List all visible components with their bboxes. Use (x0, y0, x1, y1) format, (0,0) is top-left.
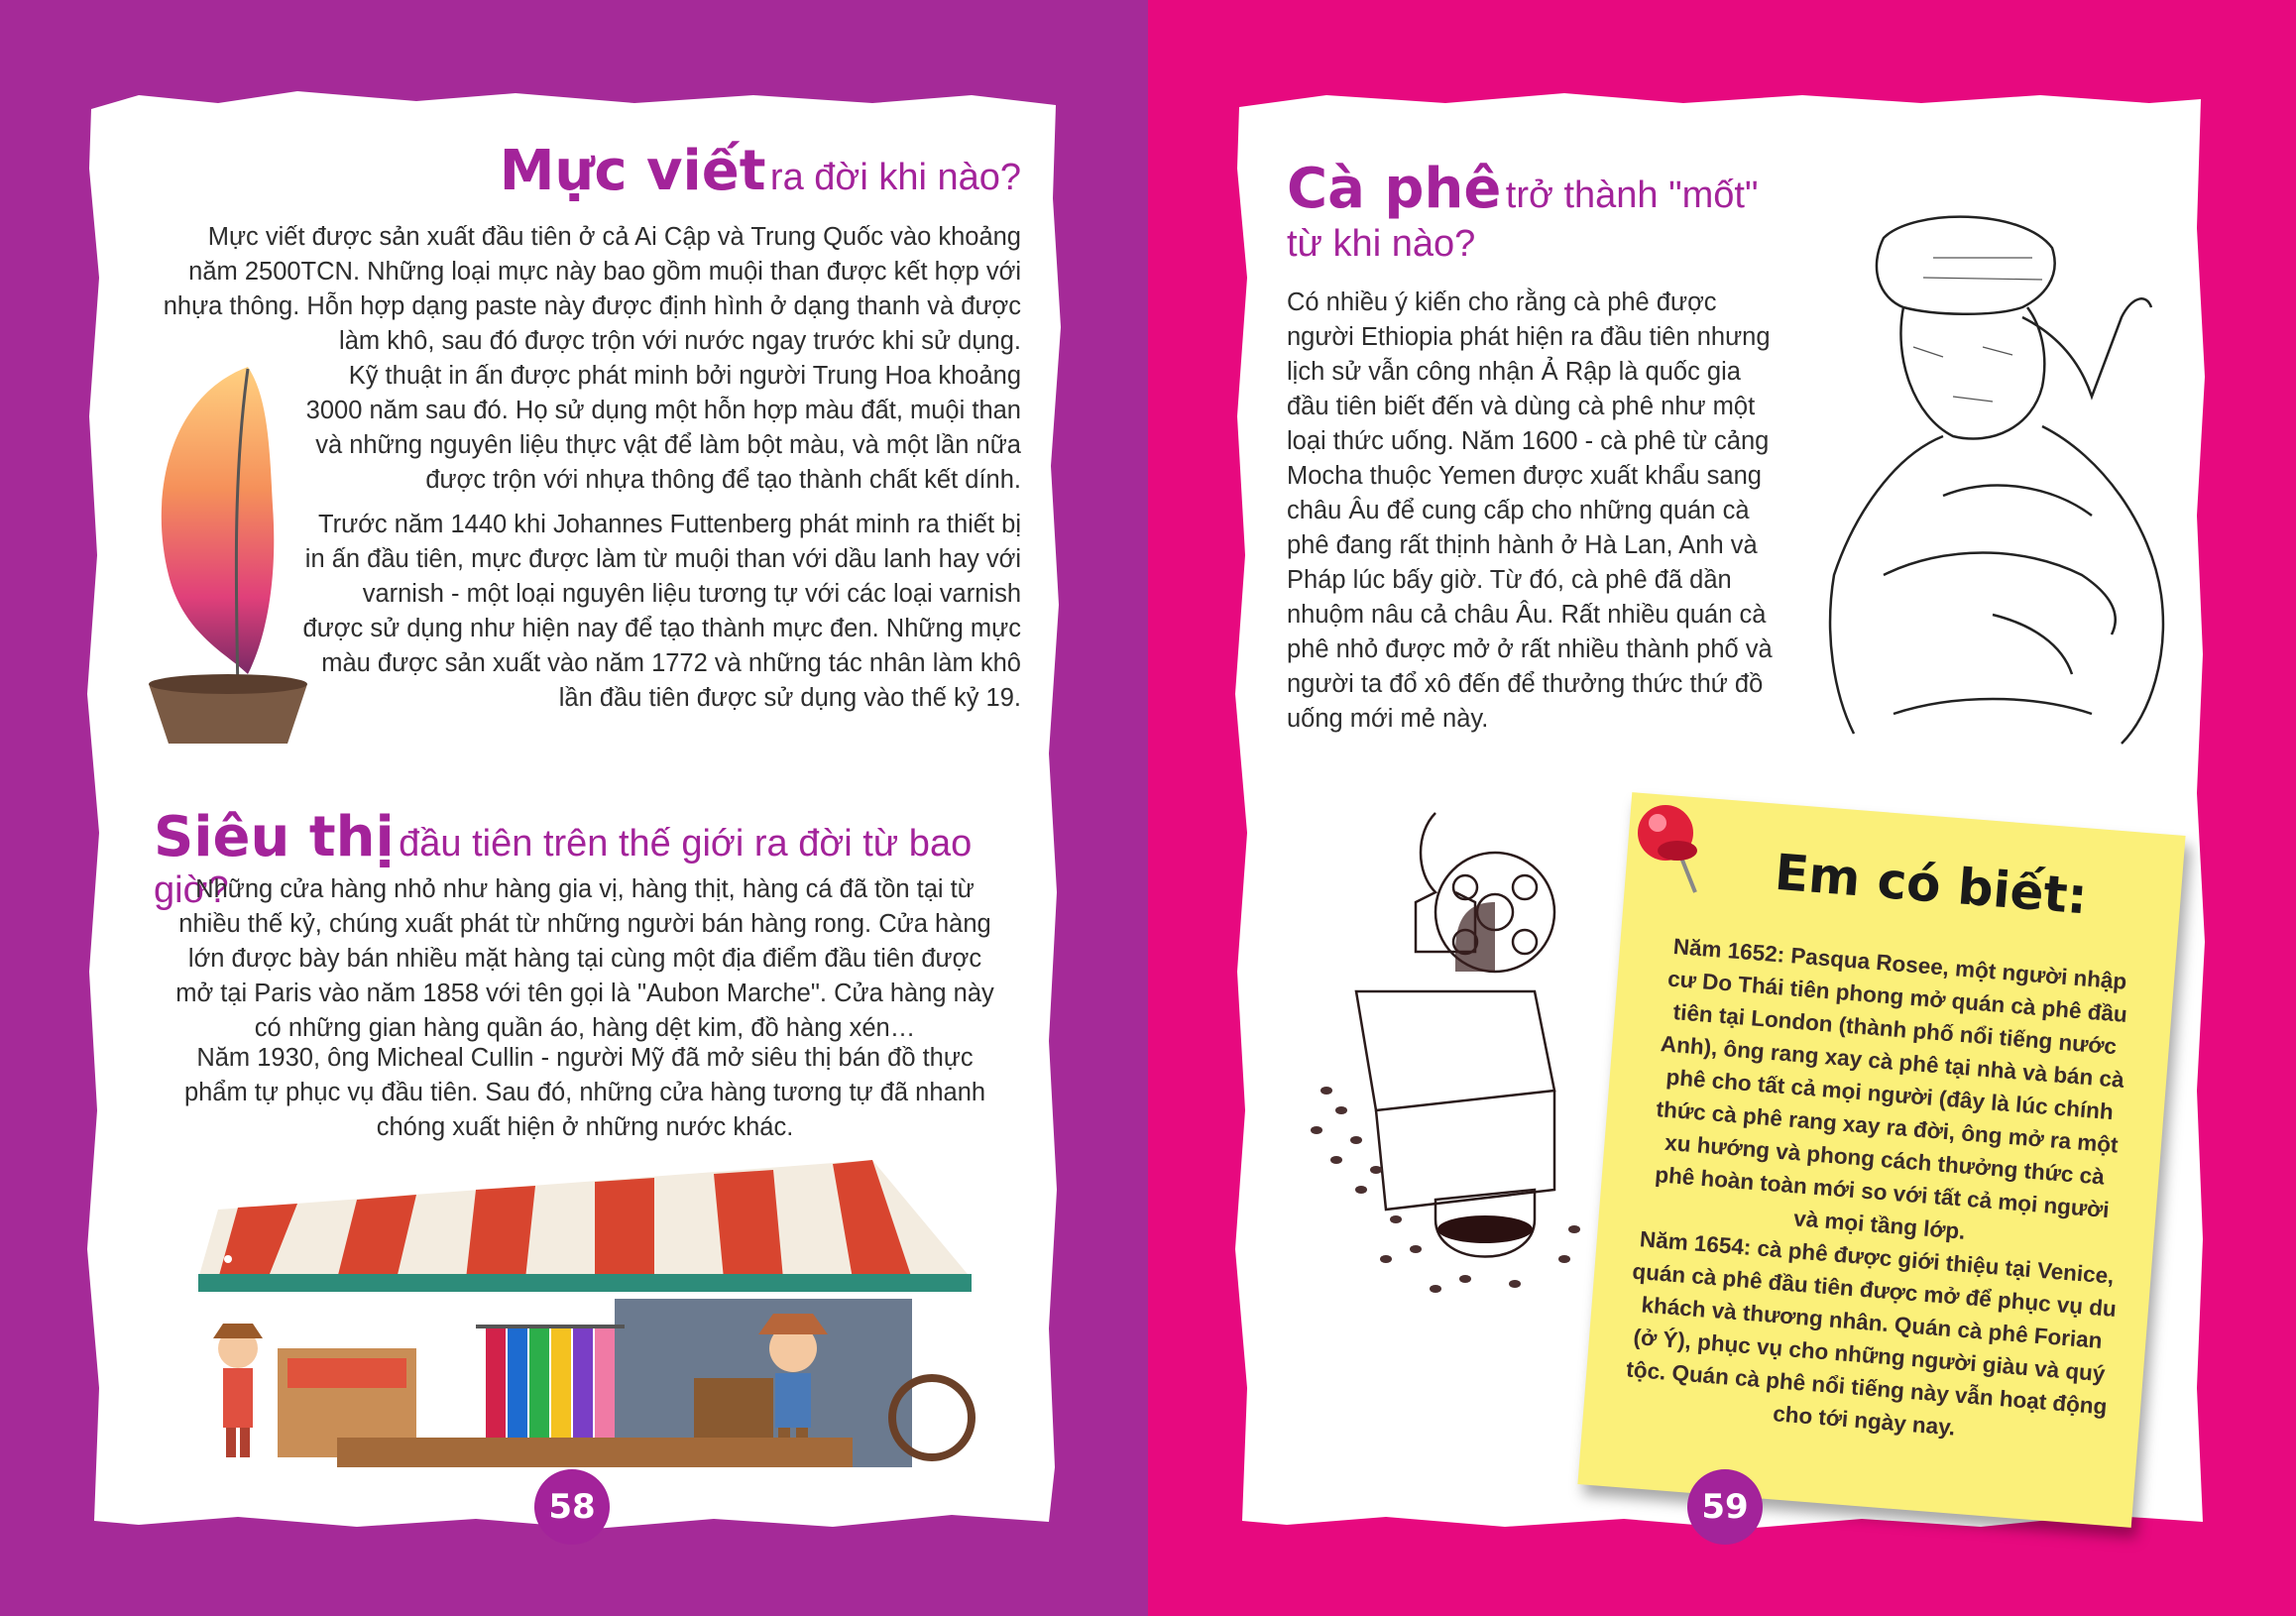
note-title: Em có biết: (1773, 843, 2090, 926)
ink-paragraph-2: Kỹ thuật in ấn được phát minh bởi người Trung Hoa khoảng 3000 năm sau đó. Họ sử dụng một hỗn hợp màu đất, muội than và những nguyên liệu thực vật để làm bột màu, và một lần nữa được trộn với nhựa thông để tạo thành chất kết dính. (305, 362, 1021, 494)
note-text (1621, 929, 2143, 1456)
ink-title-small: ra đời khi nào? (769, 157, 1021, 198)
coffee-section-title (1287, 157, 1842, 266)
supermarket-paragraph-2: Năm 1930, ông Micheal Cullin - người Mỹ đã mở siêu thị bán đồ thực phẩm tự phục vụ đầu tiên. Sau đó, những cửa hàng tương tự đã nhanh chóng xuất hiện ở những nước khác. (183, 1044, 986, 1141)
ink-paragraph-3: Trước năm 1440 khi Johannes Futtenberg phát minh ra thiết bị in ấn đầu tiên, mực được làm từ muội than với dầu lanh hay với varnish - một loại nguyên liệu tương tự với các loại varnish được sử dụng như hiện nay để tạo thành mực đen. Những mực màu được sản xuất vào năm 1772 và những tác nhân làm khô lần đầu tiên được sử dụng vào thế kỷ 19. (302, 511, 1021, 712)
note-text-1654: cà phê được giới thiệu tại Venice, quán cà phê đầu tiên được mở để phục vụ du khách và thương nhân. Quán cà phê Forian (ở Ý), phục vụ cho những người giàu và quý tộc. Quán cà phê nổi tiếng này vẫn hoạt động cho tới ngày nay. (1625, 1235, 2118, 1441)
supermarket-title-big: Siêu thị (154, 805, 395, 869)
feather-inkpot-illustration (149, 357, 307, 753)
coffee-title-small: trở thành "mốt" (1505, 174, 1759, 216)
page-number-58: 58 (534, 1469, 610, 1545)
push-pin-icon (1626, 793, 1715, 902)
coffee-title-line2: từ khi nào? (1287, 223, 1476, 265)
supermarket-paragraph-1: Những cửa hàng nhỏ như hàng gia vị, hàng thịt, hàng cá đã tồn tại từ nhiều thế kỷ, chúng xuất phát từ những người bán hàng rong. Cửa hàng lớn được bày bán nhiều mặt hàng tại cùng một địa điểm đầu tiên được mở tại Paris vào năm 1858 với tên gọi là "Aubon Marche". Cửa hàng này có những gian hàng quần áo, hàng dệt kim, đồ hàng xén… (175, 875, 994, 1042)
coffee-grinder-sketch (1267, 793, 1624, 1309)
note-year-1654: Năm 1654: (1639, 1226, 1753, 1260)
note-year-1652: Năm 1652: (1671, 933, 1786, 968)
note-text-1652: Pasqua Rosee, một người nhập cư Do Thái tiên phong mở quán cà phê đầu tiên tại London (thành phố nổi tiếng nước Anh), ông rang xay cà phê tại nhà và bán cà phê cho tất cả mọi người (đây là lúc chính thức cà phê rang xay ra đời, ông mở ra một xu hướng và phong cách thưởng thức cà phê hoàn toàn mới so với tất cả mọi người và mọi tầng lớp. (1654, 943, 2128, 1244)
coffee-paragraph: Có nhiều ý kiến cho rằng cà phê được người Ethiopia phát hiện ra đầu tiên nhưng lịch sử vẫn công nhận Ả Rập là quốc gia đầu tiên biết đến và dùng cà phê như một loại thức uống. Năm 1600 - cà phê từ cảng Mocha thuộc Yemen được xuất khẩu sang châu Âu để cung cấp cho những quán cà phê đang rất thịnh hành ở Hà Lan, Anh và Pháp lúc bấy giờ. Từ đó, cà phê đã dần nhuộm nâu cả châu Âu. Rất nhiều quán cà phê nhỏ được mở ở rất nhiều thành phố và người ta đổ xô đến để thưởng thức thứ đồ uống mới mẻ này. (1287, 289, 1773, 733)
page-number-59: 59 (1687, 1469, 1763, 1545)
ink-section-title (139, 139, 1021, 203)
ink-title-big: Mực viết (499, 139, 766, 203)
supermarket-title-small: đầu tiên trên thế giới ra đời từ bao giờ? (154, 823, 973, 911)
arab-man-sketch (1794, 198, 2191, 753)
did-you-know-note (1577, 792, 2185, 1528)
ink-paragraph-1: Mực viết được sản xuất đầu tiên ở cả Ai Cập và Trung Quốc vào khoảng năm 2500TCN. Những loại mực này bao gồm muội than được kết hợp với nhựa thông. Hỗn hợp dạng paste này được định hình ở dạng thanh và được làm khô, sau đó được trộn với nước ngay trước khi sử dụng. (163, 223, 1021, 355)
coffee-title-big: Cà phê (1287, 157, 1502, 221)
market-stall-illustration (159, 1150, 1011, 1467)
